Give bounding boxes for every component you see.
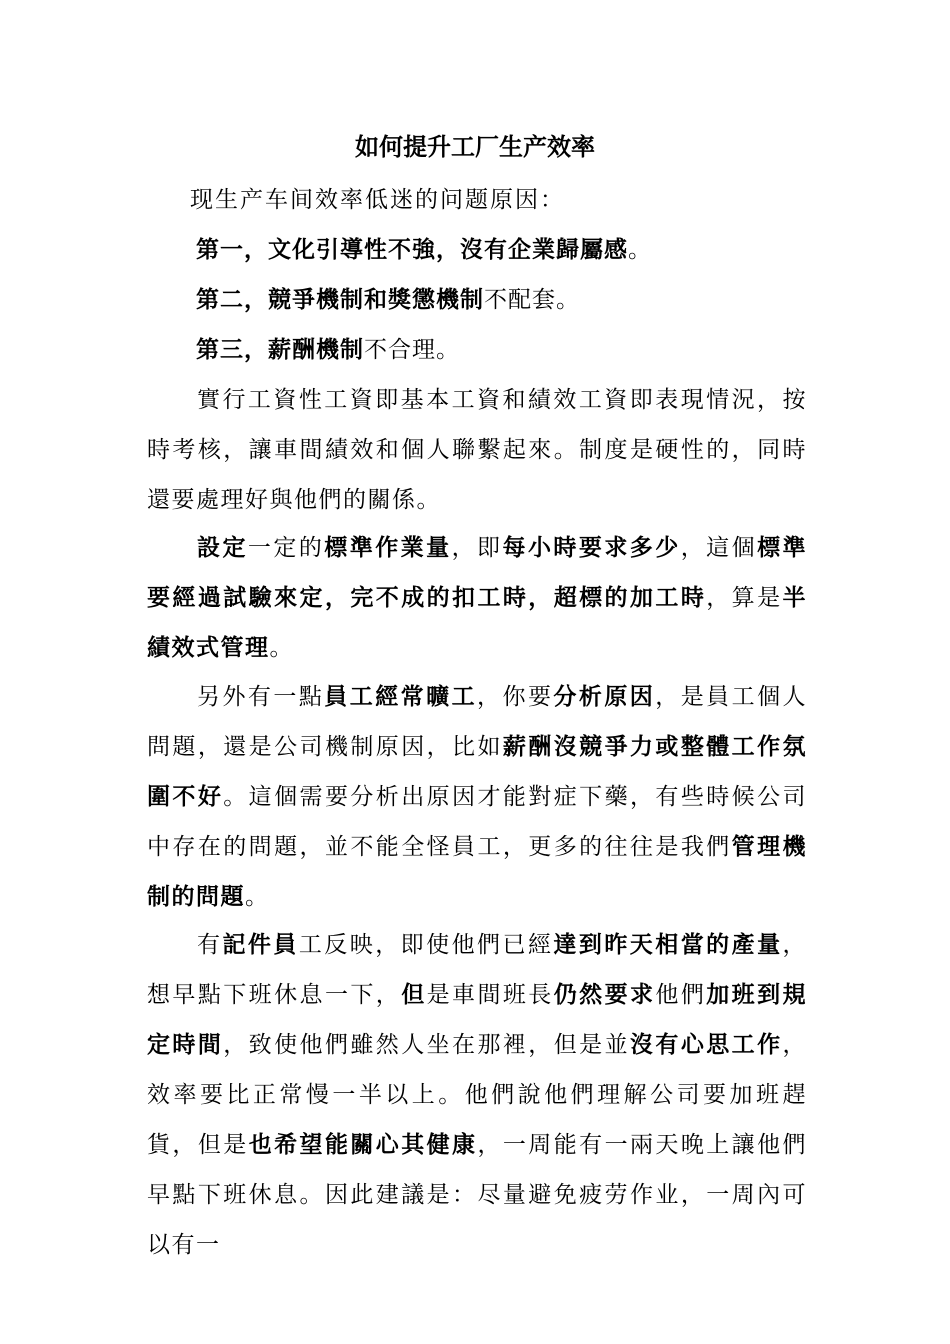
point-two-tail: 不配套。	[484, 287, 580, 313]
point-two-bold: 第二，競爭機制和獎懲機制	[196, 287, 484, 313]
intro-line: 现生产车间效率低迷的问题原因：	[190, 187, 565, 213]
point-one	[196, 233, 816, 267]
point-three-tail: 不合理。	[364, 337, 460, 363]
point-one-bold: 第一，文化引導性不強，沒有企業歸屬感	[196, 237, 628, 263]
paragraph-standard-workload: 設定一定的標準作業量，即每小時要求多少，這個標準要經過試驗來定，完不成的扣工時，超標的加工時，算是半績效式管理。	[147, 535, 808, 661]
point-three	[196, 333, 816, 367]
paragraph-overtime: 有記件員工反映，即使他們已經達到昨天相當的產量，想早點下班休息一下，但是車間班長仍然要求他們加班到規定時間，致使他們雖然人坐在那裡，但是並沒有心思工作，效率要比正常慢一半以上。他們說他們理解公司要加班趕貨，但是也希望能關心其健康，一周能有一兩天晚上讓他們早點下班休息。因此建議是：尽量避免疲劳作业，一周內可以有一	[147, 932, 808, 1258]
point-one-tail: 。	[628, 237, 652, 263]
paragraph-salary: 實行工資性工資即基本工資和績效工資即表現情況，按時考核，讓車間績效和個人聯繫起來。制度是硬性的，同時還要處理好與他們的關係。	[147, 387, 807, 513]
document-title: 如何提升工厂生产效率	[355, 133, 595, 161]
paragraph-absenteeism: 另外有一點員工經常曠工，你要分析原因，是員工個人問題，還是公司機制原因，比如薪酬沒競爭力或整體工作氛圍不好。這個需要分析出原因才能對症下藥，有些時候公司中存在的問題，並不能全怪員工，更多的往往是我們管理機制的問題。	[147, 684, 808, 910]
point-two	[196, 283, 816, 317]
point-three-bold: 第三，薪酬機制	[196, 337, 364, 363]
